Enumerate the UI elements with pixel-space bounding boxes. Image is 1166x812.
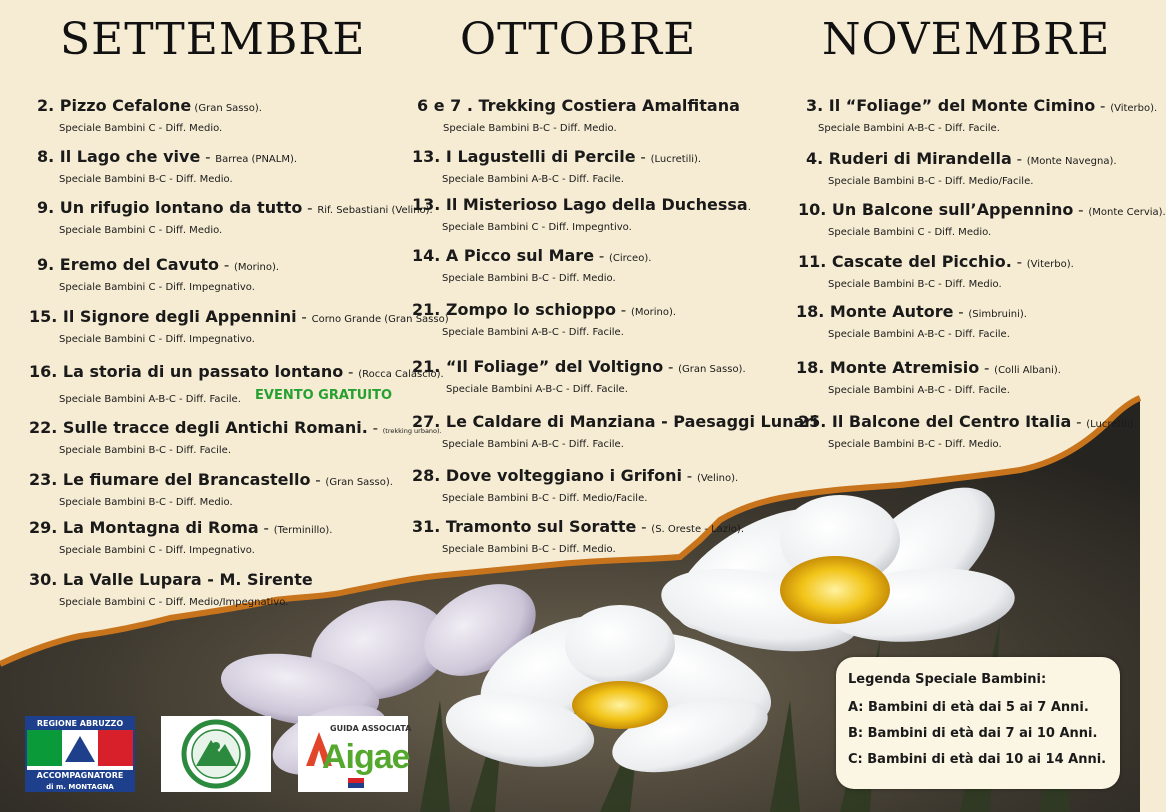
mountain-guide-emblem-icon <box>161 716 271 792</box>
event-details: Speciale Bambini A-B-C - Diff. Facile. <box>828 385 1010 396</box>
event-separator: - <box>681 467 697 485</box>
event-location: (Viterbo). <box>1026 259 1074 270</box>
event-location: (Monte Cervia). <box>1088 207 1166 218</box>
event-title: 4. Ruderi di Mirandella <box>806 149 1012 168</box>
event-separator: - <box>367 419 383 437</box>
event-title: 3. Il “Foliage” del Monte Cimino <box>806 96 1096 115</box>
event-details: Speciale Bambini C - Diff. Impegnativo. <box>59 545 255 556</box>
event-details: Speciale Bambini B-C - Diff. Medio. <box>442 544 616 555</box>
logo-header: REGIONE ABRUZZO <box>27 718 133 730</box>
event-title: 22. Sulle tracce degli Antichi Romani. <box>29 418 368 437</box>
italy-flag-icon <box>27 730 133 766</box>
event-separator: - <box>343 363 359 381</box>
event-title: 23. Le fiumare del Brancastello <box>29 470 311 489</box>
event-details: Speciale Bambini B-C - Diff. Medio. <box>59 497 233 508</box>
event-location: (Gran Sasso). <box>191 103 262 114</box>
event-item <box>37 147 297 187</box>
event-item <box>417 96 740 136</box>
event-details: Speciale Bambini B-C - Diff. Medio. <box>442 273 616 284</box>
event-location: Rif. Sebastiani (Velino). <box>317 205 433 216</box>
month-title-ottobre: OTTOBRE <box>460 14 697 65</box>
event-item <box>412 412 818 452</box>
collegio-guide-alpine-logo <box>161 716 271 792</box>
event-details: Speciale Bambini C - Diff. Impegnativo. <box>59 334 255 345</box>
event-title: 27. Le Caldare di Manziana - Paesaggi Lunari <box>412 412 818 431</box>
event-title: 28. Dove volteggiano i Grifoni <box>412 466 682 485</box>
event-details: Speciale Bambini A-B-C - Diff. Facile. <box>442 327 624 338</box>
event-details: Speciale Bambini C - Diff. Medio. <box>59 123 223 134</box>
event-item <box>29 470 393 510</box>
event-details: Speciale Bambini A-B-C - Diff. Facile. <box>442 174 624 185</box>
event-location: (Gran Sasso). <box>678 364 746 375</box>
event-item <box>798 412 1137 452</box>
event-item <box>796 302 1027 342</box>
aigae-name: Aigae <box>322 738 410 776</box>
event-separator: - <box>200 148 216 166</box>
event-item <box>412 246 651 286</box>
event-details: Speciale Bambini B-C - Diff. Medio. <box>59 174 233 185</box>
event-location: (S. Oreste - Lazio). <box>651 524 744 535</box>
event-details: Speciale Bambini B-C - Diff. Medio/Facile. <box>828 176 1034 187</box>
event-item <box>412 517 744 557</box>
event-item <box>412 357 746 397</box>
event-item <box>29 307 449 347</box>
legend-item: A: Bambini di età dai 5 ai 7 Anni. <box>848 700 1089 715</box>
event-item <box>29 518 332 558</box>
month-title-settembre: SETTEMBRE <box>60 14 366 65</box>
event-item <box>412 195 751 235</box>
event-location: (trekking urbano). <box>382 427 442 435</box>
event-location: (Monte Navegna). <box>1026 156 1117 167</box>
event-item <box>806 149 1117 189</box>
event-separator: - <box>616 301 631 319</box>
event-location: (Lucretili). <box>650 154 702 165</box>
event-location: (Lucretili). <box>1086 419 1137 430</box>
event-details: Speciale Bambini A-B-C - Diff. Facile. <box>442 439 624 450</box>
legend-title: Legenda Speciale Bambini: <box>848 672 1047 687</box>
event-title: 21. Zompo lo schioppo <box>412 300 617 319</box>
event-item <box>412 466 738 506</box>
event-title: 16. La storia di un passato lontano <box>29 362 344 381</box>
event-item <box>37 198 433 238</box>
event-title: 25. Il Balcone del Centro Italia <box>798 412 1072 431</box>
event-item <box>412 300 676 340</box>
event-separator: - <box>636 518 652 536</box>
event-separator: - <box>302 199 318 217</box>
event-item <box>29 570 313 610</box>
event-location: Corno Grande (Gran Sasso) <box>311 314 449 325</box>
event-title: 2. Pizzo Cefalone <box>37 96 192 115</box>
event-title: 21. “Il Foliage” del Voltigno <box>412 357 664 376</box>
event-item <box>798 252 1074 292</box>
event-title: 10. Un Balcone sull’Appennino <box>798 200 1074 219</box>
event-details: Speciale Bambini C - Diff. Impegntivo. <box>442 222 632 233</box>
event-details: Speciale Bambini C - Diff. Medio/Impegnativo. <box>59 597 289 608</box>
regione-abruzzo-logo <box>25 716 135 792</box>
event-location: (Rocca Calascio). <box>358 369 444 380</box>
event-details: Speciale Bambini B-C - Diff. Medio. <box>828 439 1002 450</box>
event-title: 13. I Lagustelli di Percile <box>412 147 636 166</box>
event-separator: - <box>594 247 609 265</box>
event-location: Barrea (PNALM). <box>215 154 298 165</box>
event-separator: - <box>663 358 679 376</box>
logo-line3: di m. MONTAGNA <box>27 782 133 792</box>
event-separator: - <box>219 256 234 274</box>
event-item <box>37 96 262 136</box>
event-title: 9. Un rifugio lontano da tutto <box>37 198 303 217</box>
event-location: (Viterbo). <box>1110 103 1158 114</box>
event-title: 6 e 7 . Trekking Costiera Amalfitana <box>417 96 740 115</box>
event-location: (Circeo). <box>609 253 652 264</box>
legend-item: C: Bambini di età dai 10 ai 14 Anni. <box>848 752 1107 767</box>
event-separator: - <box>979 359 995 377</box>
event-title: 14. A Picco sul Mare <box>412 246 595 265</box>
event-location: (Velino). <box>696 473 739 484</box>
event-location: (Morino). <box>234 262 280 273</box>
event-details: Speciale Bambini A-B-C - Diff. Facile. <box>818 123 1000 134</box>
event-title: 9. Eremo del Cavuto <box>37 255 220 274</box>
event-title: 29. La Montagna di Roma <box>29 518 259 537</box>
event-location: (Morino). <box>630 307 677 318</box>
legend-item: B: Bambini di età dai 7 ai 10 Anni. <box>848 726 1098 741</box>
free-event-label: EVENTO GRATUITO <box>255 388 393 403</box>
event-title: 11. Cascate del Picchio. <box>798 252 1012 271</box>
event-title: 13. Il Misterioso Lago della Duchessa <box>412 195 748 214</box>
event-location: . <box>747 202 751 213</box>
event-details: Speciale Bambini C - Diff. Impegnativo. <box>59 282 255 293</box>
event-title: 31. Tramonto sul Soratte <box>412 517 637 536</box>
event-separator: - <box>1095 97 1111 115</box>
legend-box <box>836 657 1120 789</box>
event-item <box>29 418 442 458</box>
event-title: 30. La Valle Lupara - M. Sirente <box>29 570 313 589</box>
event-location: (Simbruini). <box>968 309 1027 320</box>
event-item <box>796 358 1061 398</box>
event-title: 18. Monte Atremisio <box>796 358 980 377</box>
event-separator: - <box>953 303 969 321</box>
event-location: (Terminillo). <box>273 525 333 536</box>
event-separator: - <box>258 519 274 537</box>
event-separator: - <box>1011 150 1027 168</box>
event-details: Speciale Bambini C - Diff. Medio. <box>59 225 223 236</box>
aigae-top-text: GUIDA ASSOCIATA <box>330 724 412 733</box>
event-item <box>37 255 279 295</box>
event-separator: - <box>635 148 651 166</box>
aigae-flag-icon <box>348 778 364 788</box>
event-separator: - <box>296 308 312 326</box>
event-item <box>798 200 1166 240</box>
event-item <box>806 96 1157 136</box>
event-details: Speciale Bambini A-B-C - Diff. Facile. <box>59 394 241 405</box>
event-title: 8. Il Lago che vive <box>37 147 201 166</box>
event-item <box>412 147 701 187</box>
event-details: Speciale Bambini C - Diff. Medio. <box>828 227 992 238</box>
logo-line2: ACCOMPAGNATORE <box>27 770 133 782</box>
event-separator: - <box>1073 201 1089 219</box>
month-title-novembre: NOVEMBRE <box>822 14 1111 65</box>
event-separator: - <box>310 471 326 489</box>
event-details: Speciale Bambini B-C - Diff. Medio. <box>828 279 1002 290</box>
event-title: 15. Il Signore degli Appennini <box>29 307 297 326</box>
aigae-logo <box>298 716 412 792</box>
event-details: Speciale Bambini A-B-C - Diff. Facile. <box>446 384 628 395</box>
event-details: Speciale Bambini B-C - Diff. Medio/Facile. <box>442 493 648 504</box>
event-location: (Gran Sasso). <box>325 477 393 488</box>
event-separator: - <box>1011 253 1027 271</box>
event-details: Speciale Bambini B-C - Diff. Medio. <box>443 123 617 134</box>
event-details: Speciale Bambini A-B-C - Diff. Facile. <box>828 329 1010 340</box>
event-location: (Colli Albani). <box>994 365 1061 376</box>
event-details: Speciale Bambini B-C - Diff. Facile. <box>59 445 232 456</box>
event-title: 18. Monte Autore <box>796 302 954 321</box>
event-separator: - <box>1071 413 1087 431</box>
